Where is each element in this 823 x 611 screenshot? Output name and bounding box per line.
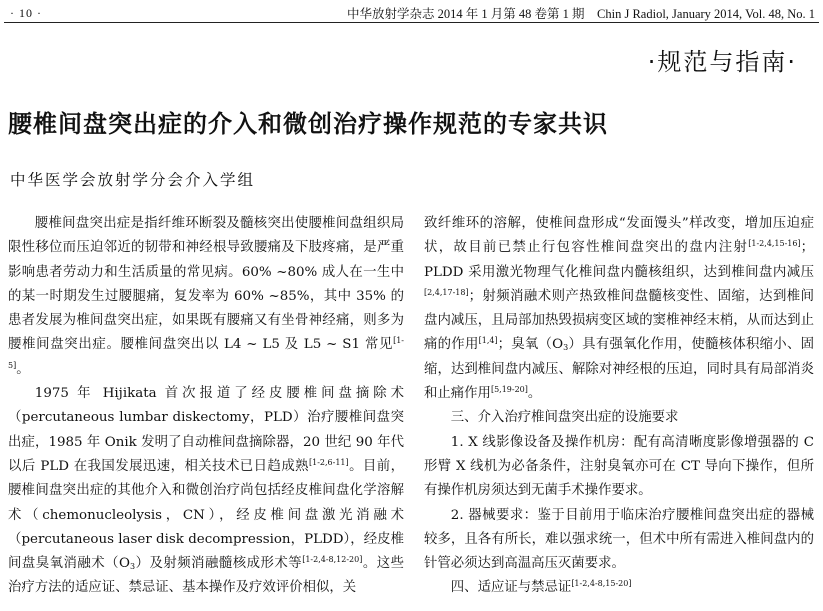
body-paragraph [8, 382, 404, 601]
reference-citation[interactable]: [1-2,6-11] [309, 457, 349, 467]
reference-citation[interactable]: [1-2,4-8,12-20] [302, 555, 363, 565]
section-heading: 三、介入治疗椎间盘突出症的设施要求 [450, 410, 679, 426]
reference-citation[interactable]: [1-2,4-8,15-20] [571, 579, 632, 589]
paragraph-text: ；PLDD 采用激光物理气化椎间盘内髓核组织，达到椎间盘内减压 [424, 240, 814, 280]
reference-citation[interactable]: [1,4] [478, 336, 498, 346]
heading-text: 四、适应证与禁忌证 [450, 580, 572, 596]
paragraph-text: ；臭氧（O [497, 337, 564, 353]
reference-citation[interactable]: [1-2,4,15-16] [748, 239, 801, 249]
subscript: 3 [563, 343, 569, 353]
paragraph-text: ）及射频消融髓核成形术等 [135, 556, 303, 572]
paragraph-text: 。这些治疗方法的适应证、禁忌证、基本操作及疗效评价相似，关 [8, 556, 405, 596]
paragraph-text: 1975 年 Hijikata 首次报道了经皮腰椎间盘摘除术（percutaneous lumbar diskectomy，PLD）治疗腰椎间盘突出症，1985 年 Onik 发明了自动椎间盘摘除器，20 世纪 90 年代以后 PLD 在我国发展迅速，相关技术已日趋成熟 [8, 386, 404, 474]
subscript: 3 [130, 562, 136, 572]
reference-citation[interactable]: [2,4,17-18] [424, 287, 469, 297]
paragraph-text: ；射频消融术则产热致椎间盘髓核变性、固缩，达到椎间盘内减压，且局部加热毁损病变区域的窦椎神经末梢，从而达到止痛的作用 [424, 288, 814, 353]
paragraph-text: 。 [527, 386, 542, 402]
paragraph-text: 腰椎间盘突出症是指纤维环断裂及髓核突出使腰椎间盘组织局限性移位而压迫邻近的韧带和神经根导致腰痛及下肢疼痛，是严重影响患者劳动力和生活质量的常见病。60% ~80% 成人在一生中的某一时期发生过腰腿痛，复发率为 60% ~85%，其中 35% 的患者发展为椎间盘突出症，如果既有腰痛又有坐骨神经痛，则多为腰椎间盘突出症。腰椎间盘突出以 L4 ~ L5 及 L5 ~ S1 常见 [8, 216, 404, 353]
header-rule [4, 22, 819, 23]
section-tag: ·规范与指南· [647, 48, 797, 76]
body-paragraph: 2. 器械要求：鉴于目前用于临床治疗腰椎间盘突出症的器械较多，且各有所长，难以强求统一，但术中所有需进入椎间盘内的针管必须达到高温高压灭菌要求。 [424, 507, 814, 572]
page-number: · 10 · [10, 6, 42, 20]
right-column [424, 212, 814, 601]
body-paragraph [8, 212, 404, 382]
article-title: 腰椎间盘突出症的介入和微创治疗操作规范的专家共识 [8, 110, 608, 138]
reference-citation[interactable]: [1-5] [8, 336, 404, 370]
body-paragraph [424, 212, 814, 406]
paragraph-text: ）具有强氧化作用，使髓核体积缩小、固缩，达到椎间盘内减压、解除对神经根的压迫，同时具有局部消炎和止痛作用 [424, 337, 815, 402]
paragraph-text: 。 [16, 361, 30, 377]
journal-citation-line: 中华放射学杂志 2014 年 1 月第 48 卷第 1 期 Chin J Radiol, January 2014, Vol. 48, No. 1 [347, 7, 815, 21]
reference-citation[interactable]: [5,19-20] [490, 385, 528, 395]
paragraph-text: 致纤维环的溶解，使椎间盘形成“发面馒头”样改变，增加压迫症状，故目前已禁止行包容性椎间盘突出的盘内注射 [424, 216, 814, 256]
left-column [8, 212, 404, 601]
author-line: 中华医学会放射学分会介入学组 [10, 171, 256, 189]
body-paragraph: 1. X 线影像设备及操作机房：配有高清晰度影像增强器的 C 形臂 X 线机为必备条件，注射臭氧亦可在 CT 导向下操作，但所有操作机房须达到无菌手术操作要求。 [424, 434, 814, 499]
running-header [0, 0, 823, 24]
paragraph-text: 。目前，腰椎间盘突出症的其他介入和微创治疗尚包括经皮椎间盘化学溶解术（chemonucleolysis，CN），经皮椎间盘激光消融术（percutaneous laser disk decompression，PLDD），经皮椎间盘臭氧消融术（O [8, 458, 404, 572]
section-heading [424, 576, 814, 600]
